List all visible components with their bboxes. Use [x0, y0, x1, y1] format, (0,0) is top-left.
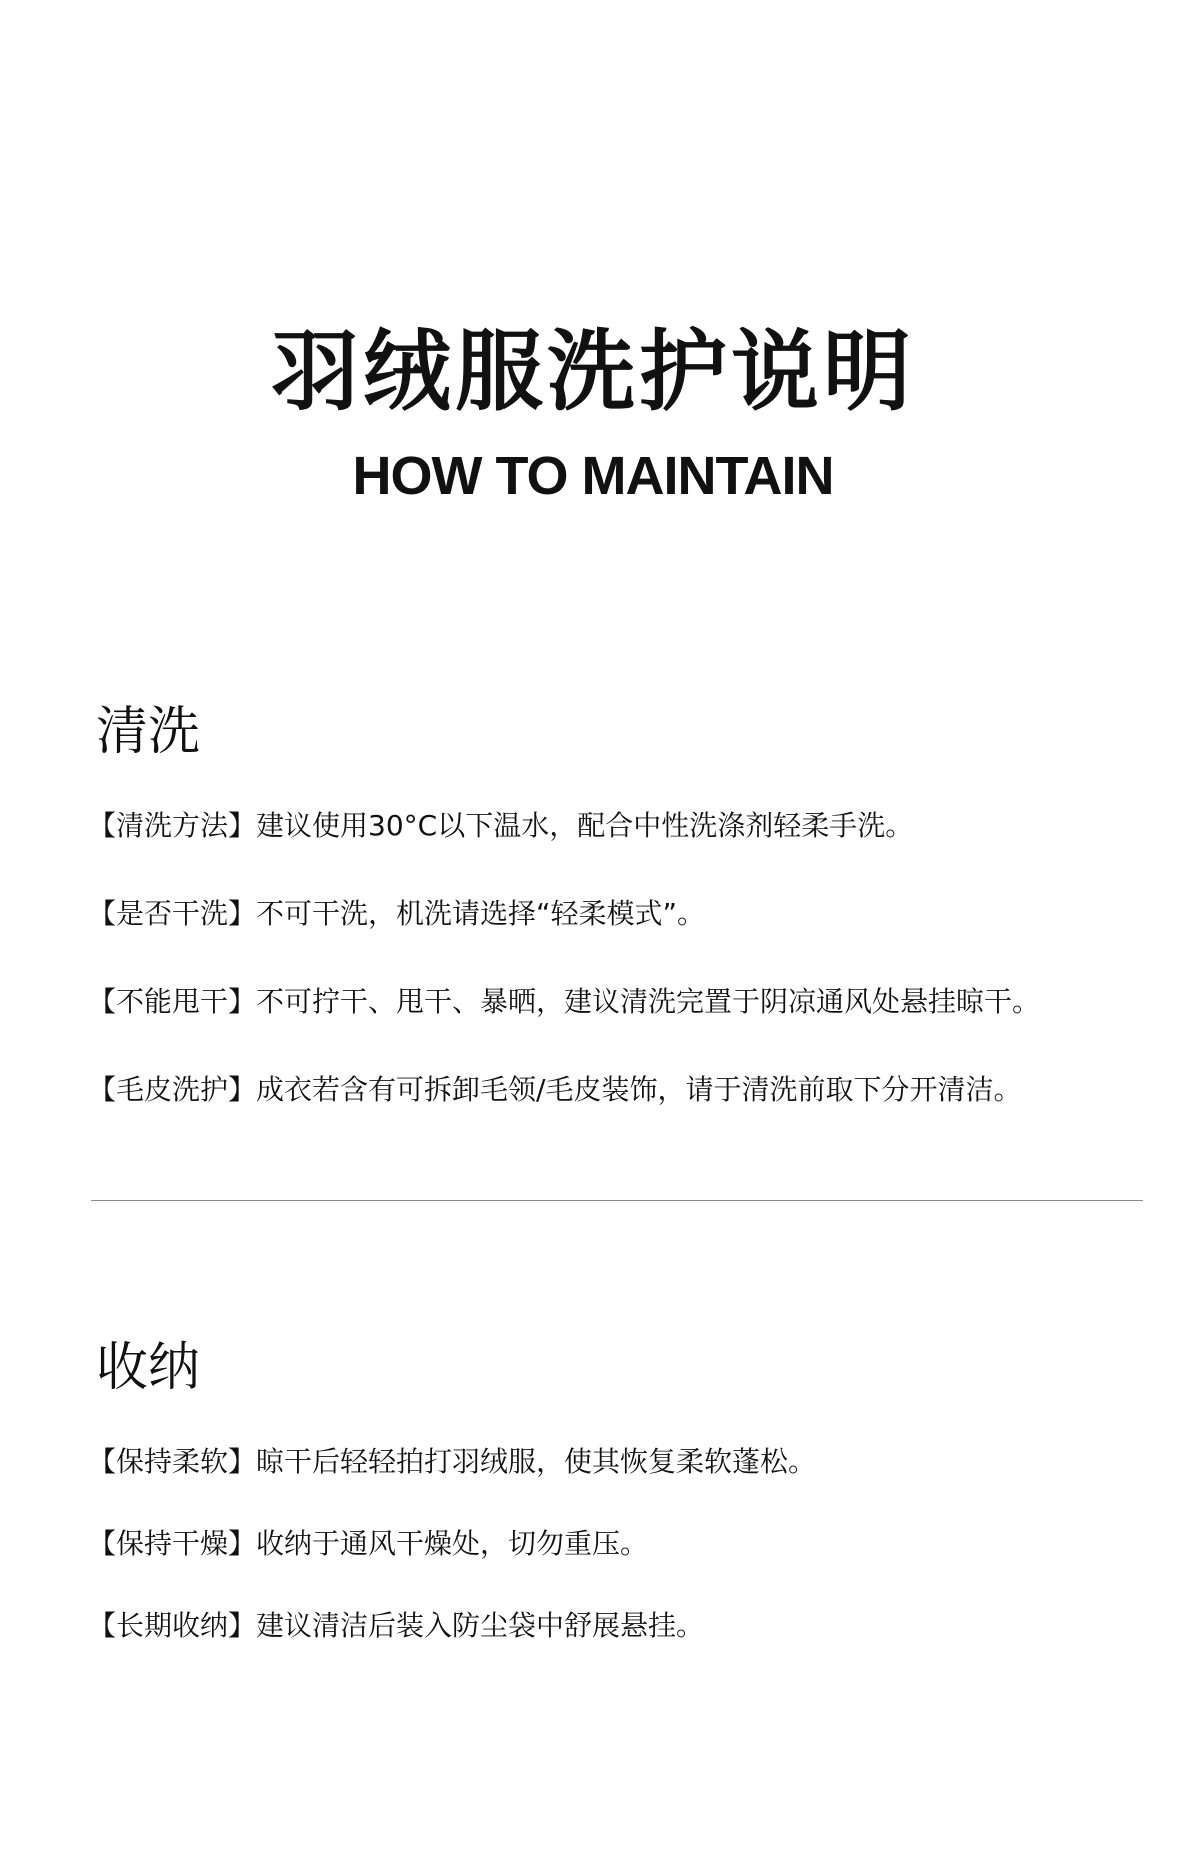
storage-heading: 收纳: [96, 1338, 201, 1398]
list-item: [88, 1606, 704, 1646]
item-label: 【长期收纳】: [88, 1609, 257, 1642]
item-label: 【保持柔软】: [88, 1445, 257, 1478]
list-item: [88, 1070, 1021, 1110]
item-label: 【是否干洗】: [88, 897, 257, 930]
item-label: 【不能甩干】: [88, 985, 257, 1018]
item-text: 不可拧干、甩干、暴晒，建议清洗完置于阴凉通风处悬挂晾干。: [256, 985, 1041, 1018]
washing-heading: 清洗: [96, 702, 201, 762]
list-item: [88, 894, 705, 934]
item-label: 【毛皮洗护】: [88, 1073, 257, 1106]
list-item: [88, 806, 913, 846]
page-subtitle: HOW TO MAINTAIN: [352, 446, 834, 506]
item-text: 建议清洁后装入防尘袋中舒展悬挂。: [256, 1609, 705, 1642]
section-divider: [91, 1200, 1143, 1201]
item-text: 晾干后轻轻拍打羽绒服，使其恢复柔软蓬松。: [256, 1445, 817, 1478]
item-text: 收纳于通风干燥处，切勿重压。: [256, 1527, 649, 1560]
list-item: [88, 1524, 648, 1564]
item-label: 【清洗方法】: [88, 809, 257, 842]
washing-section: [88, 702, 1146, 1106]
item-text: 建议使用30°C以下温水，配合中性洗涤剂轻柔手洗。: [256, 809, 914, 842]
item-text: 成衣若含有可拆卸毛领/毛皮装饰，请于清洗前取下分开清洁。: [256, 1073, 1022, 1106]
item-text: 不可干洗，机洗请选择“轻柔模式”。: [256, 897, 706, 930]
list-item: [88, 1442, 816, 1482]
list-item: [88, 982, 1040, 1022]
page-title: 羽绒服洗护说明: [270, 320, 915, 423]
item-label: 【保持干燥】: [88, 1527, 257, 1560]
storage-section: [88, 1338, 1146, 1642]
